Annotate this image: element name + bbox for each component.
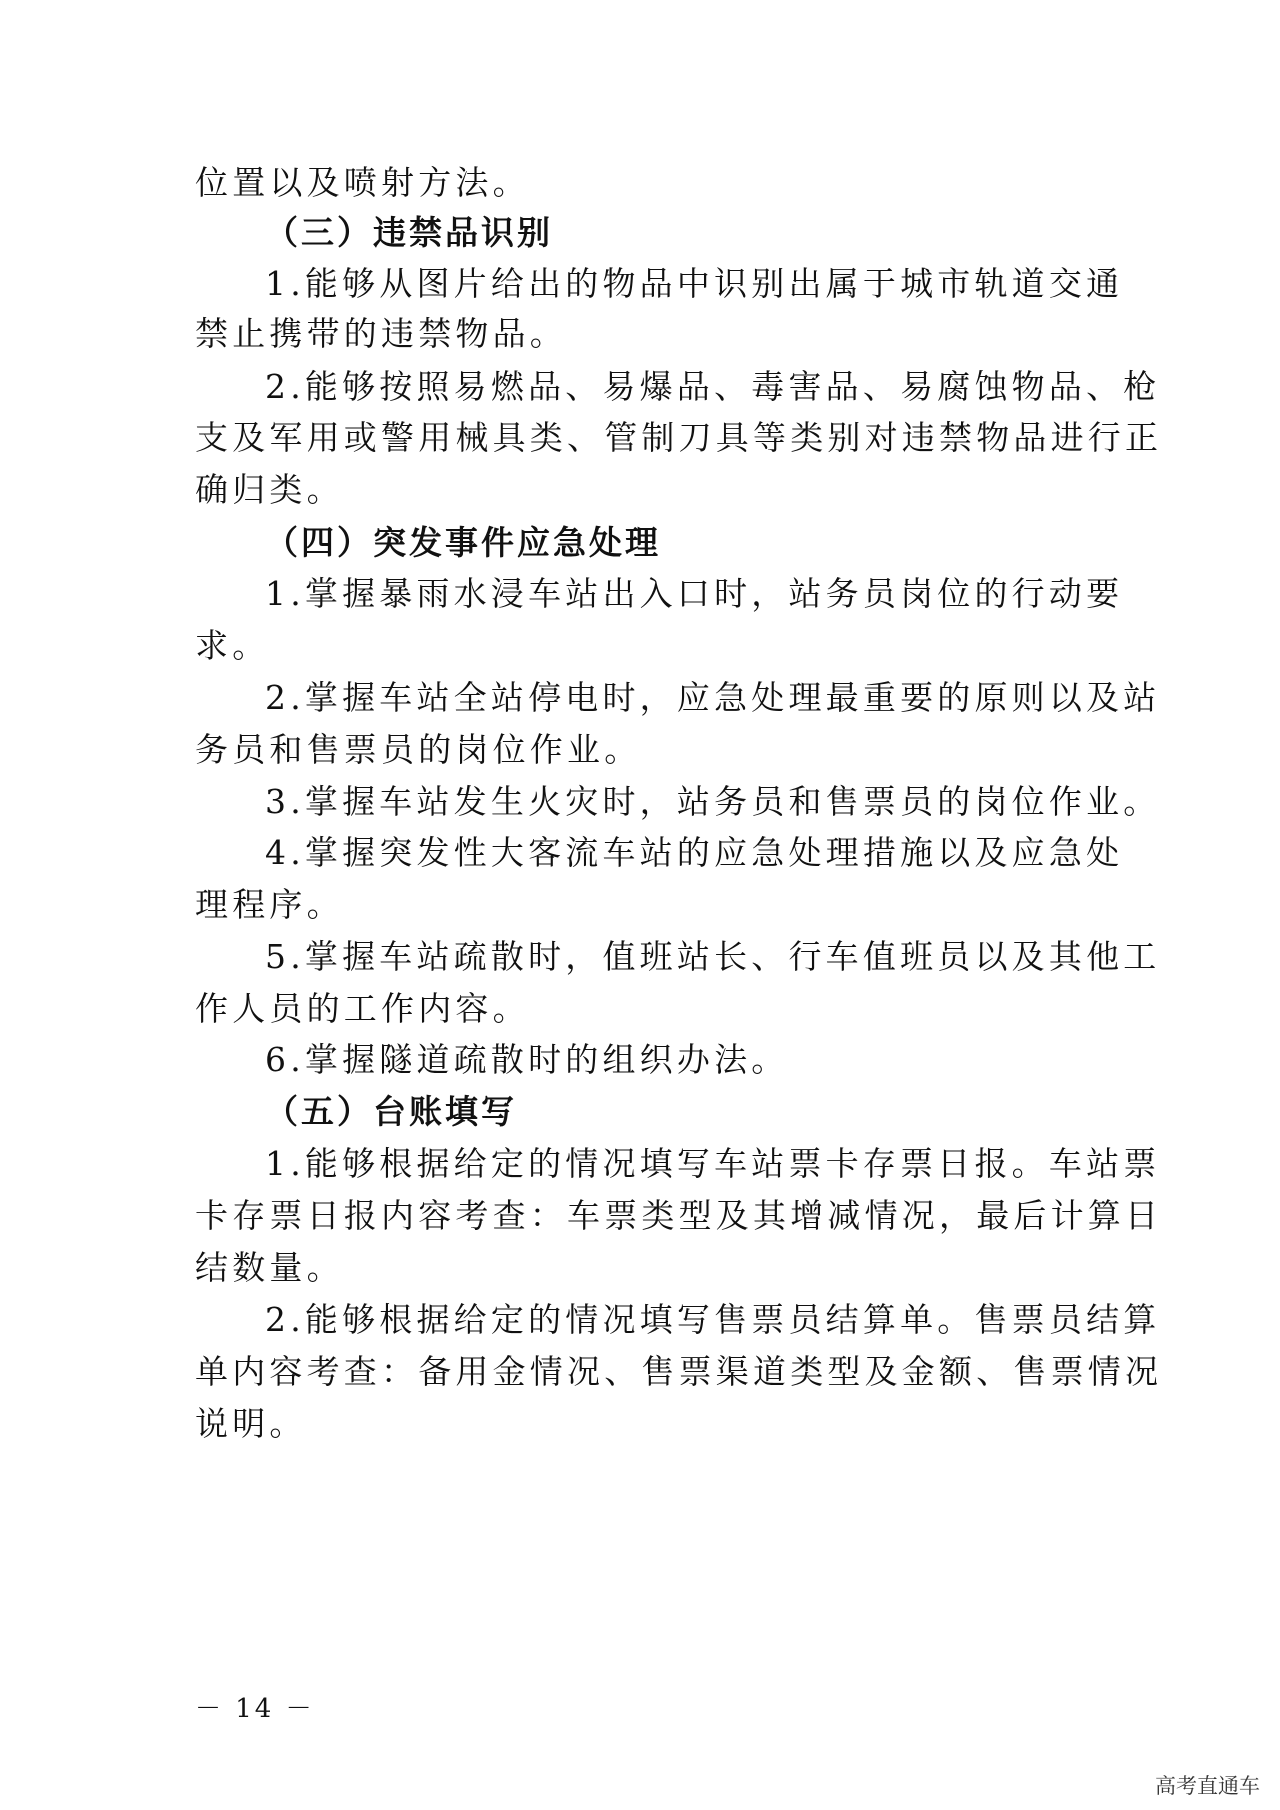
section-heading: （五）台账填写 <box>265 1092 517 1131</box>
body-line: 求。 <box>195 626 270 665</box>
body-line: 1.能够根据给定的情况填写车站票卡存票日报。车站票 <box>265 1144 1161 1183</box>
body-line: 4.掌握突发性大客流车站的应急处理措施以及应急处 <box>265 833 1124 872</box>
section-heading: （三）违禁品识别 <box>265 213 553 252</box>
body-line: 禁止携带的违禁物品。 <box>195 314 567 353</box>
page-number: － 14 － <box>195 1694 315 1724</box>
body-line: 确归类。 <box>195 470 344 509</box>
body-line: 2.掌握车站全站停电时，应急处理最重要的原则以及站 <box>265 678 1161 717</box>
body-line: 单内容考查：备用金情况、售票渠道类型及金额、售票情况 <box>195 1352 1163 1391</box>
body-line: 理程序。 <box>195 885 344 924</box>
body-line: 作人员的工作内容。 <box>195 989 530 1028</box>
body-line: 支及军用或警用械具类、管制刀具等类别对违禁物品进行正 <box>195 418 1163 457</box>
watermark: 高考直通车 <box>1155 1774 1260 1798</box>
body-line: 卡存票日报内容考查：车票类型及其增减情况，最后计算日 <box>195 1196 1163 1235</box>
body-line: 务员和售票员的岗位作业。 <box>195 730 642 769</box>
body-line: 2.能够根据给定的情况填写售票员结算单。售票员结算 <box>265 1300 1161 1339</box>
body-line: 1.能够从图片给出的物品中识别出属于城市轨道交通 <box>265 264 1124 303</box>
body-line: 3.掌握车站发生火灾时，站务员和售票员的岗位作业。 <box>265 782 1161 821</box>
body-line: 位置以及喷射方法。 <box>195 163 530 202</box>
body-line: 5.掌握车站疏散时，值班站长、行车值班员以及其他工 <box>265 937 1161 976</box>
body-line: 1.掌握暴雨水浸车站出入口时，站务员岗位的行动要 <box>265 574 1124 613</box>
section-heading: （四）突发事件应急处理 <box>265 523 661 562</box>
body-line: 结数量。 <box>195 1248 344 1287</box>
body-line: 6.掌握隧道疏散时的组织办法。 <box>265 1040 789 1079</box>
body-line: 2.能够按照易燃品、易爆品、毒害品、易腐蚀物品、枪 <box>265 367 1161 406</box>
body-line: 说明。 <box>195 1404 307 1443</box>
